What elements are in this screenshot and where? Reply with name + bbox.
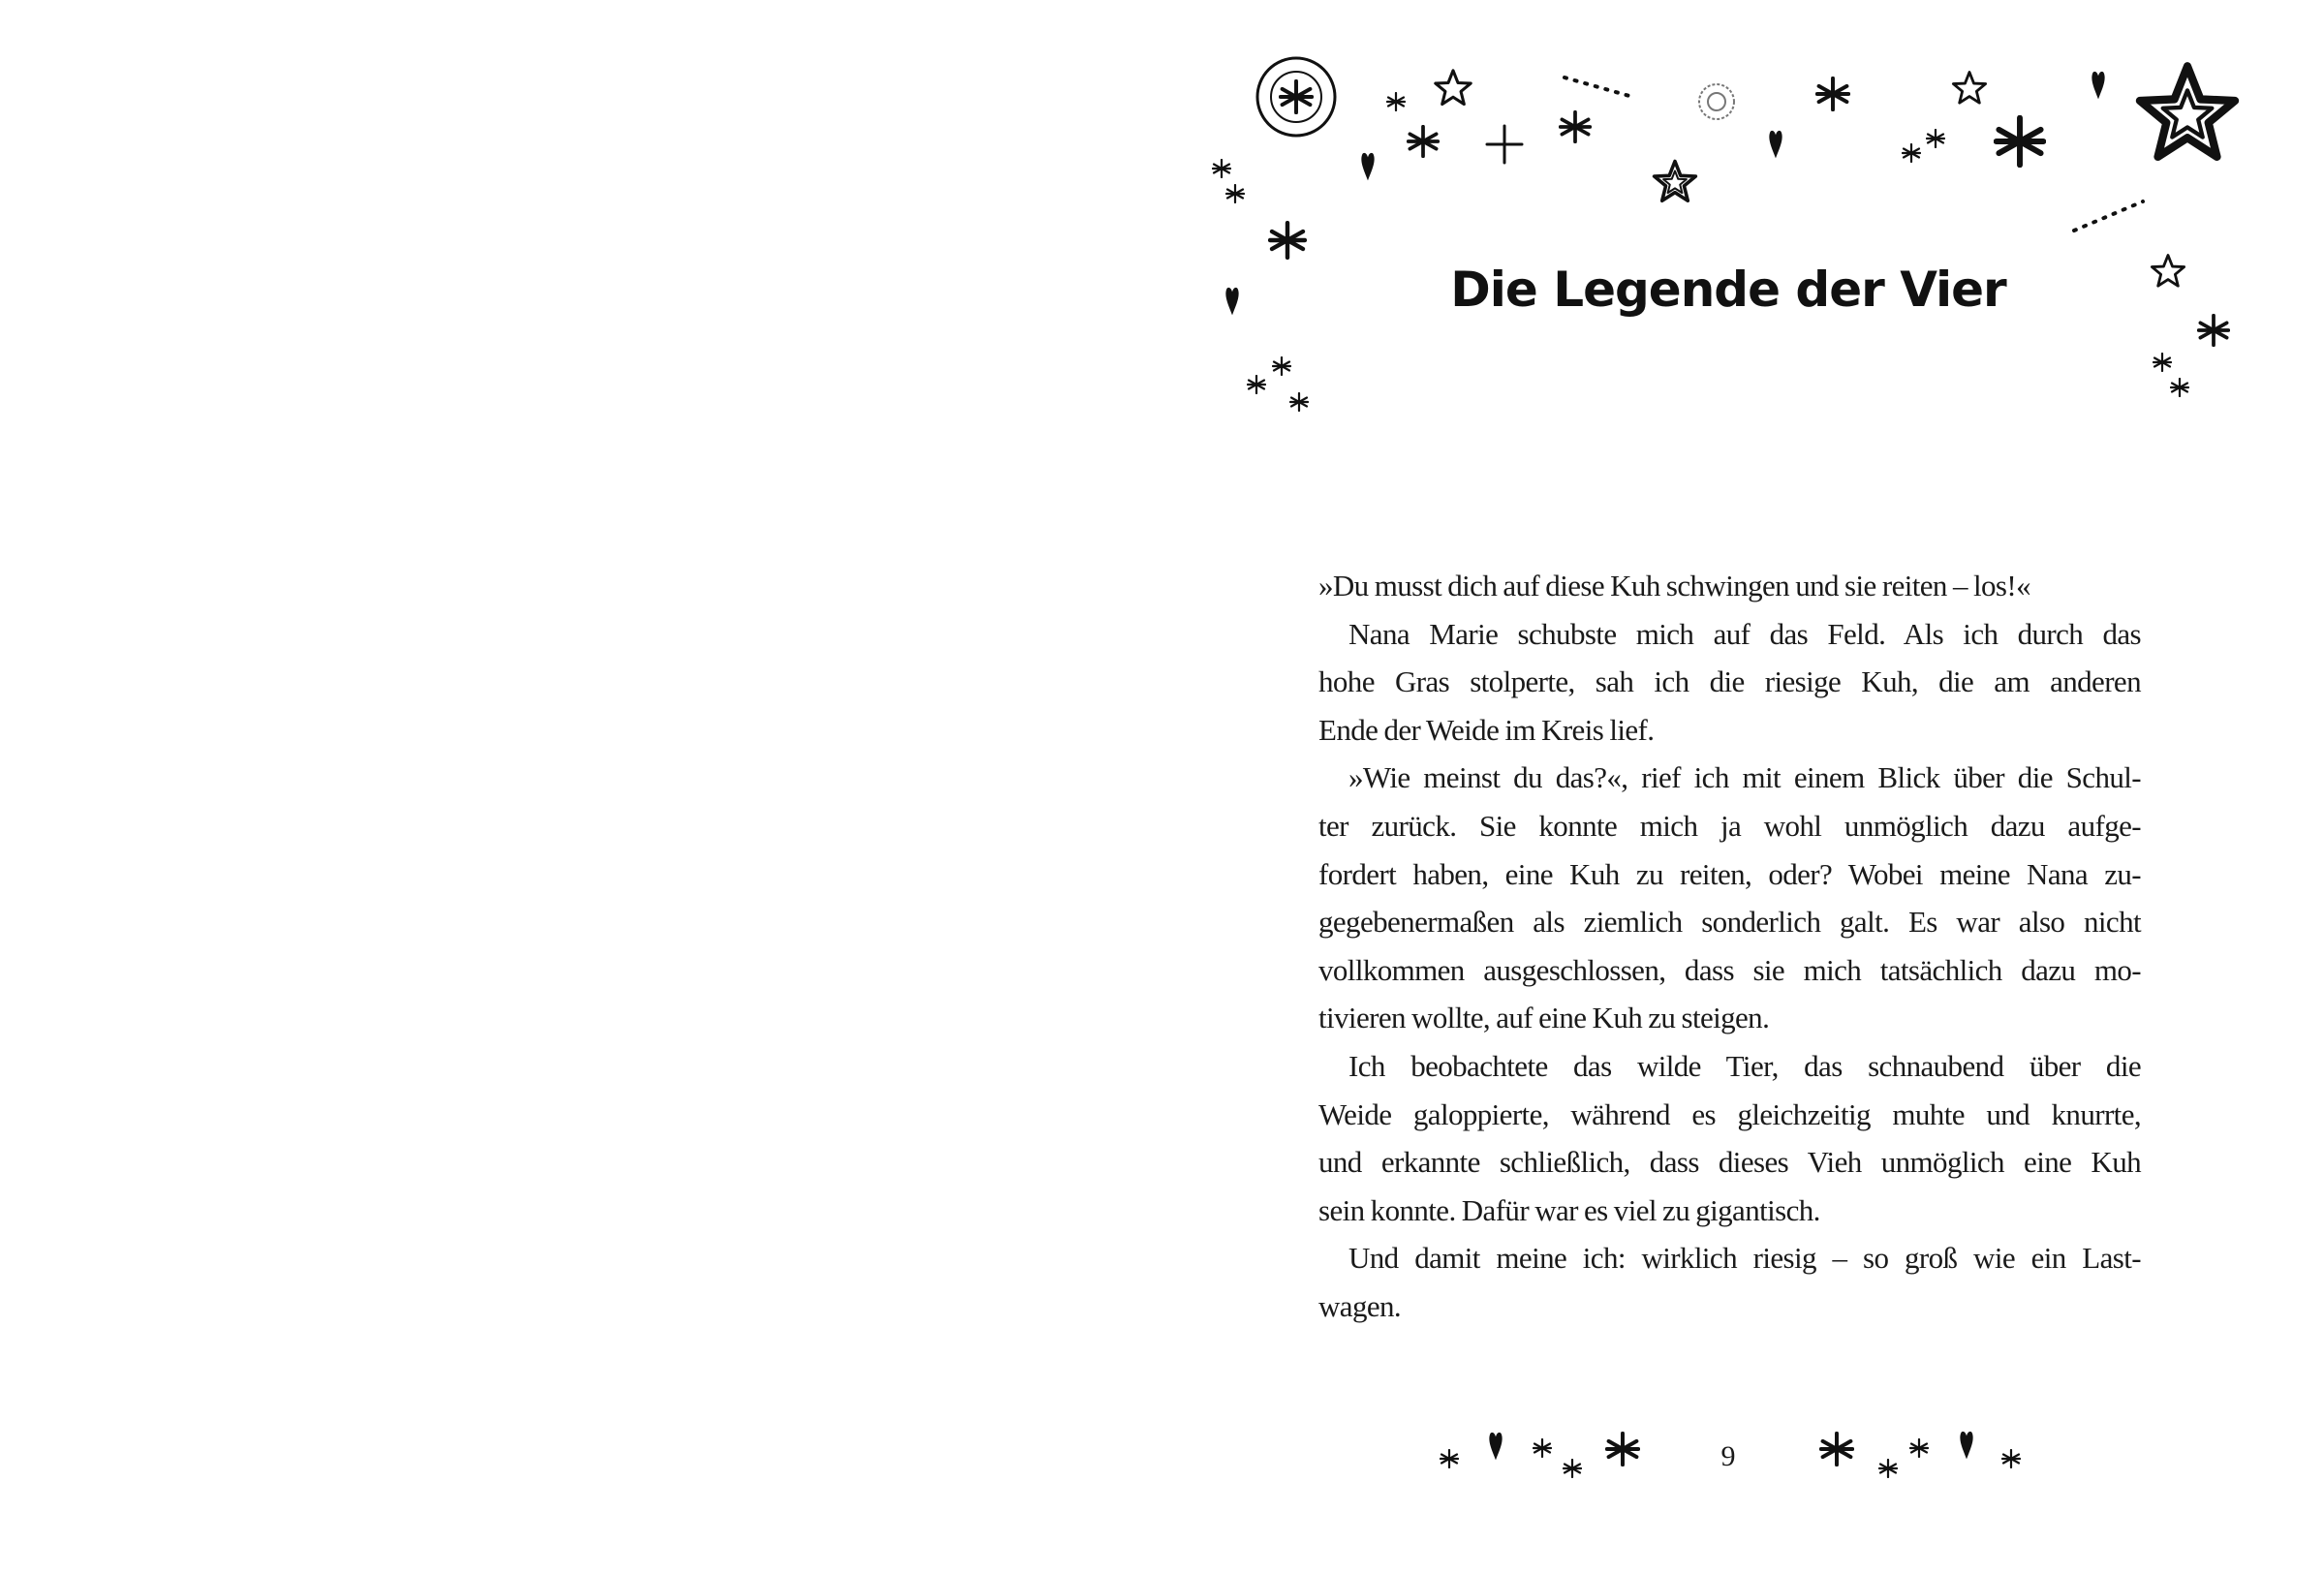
asterisk-icon (2199, 316, 2229, 346)
paragraph-line: fordert haben, eine Kuh zu reiten, oder? Wobei meine Nana zu- (1318, 856, 2141, 891)
asterisk-icon (1213, 160, 1230, 177)
heart-icon (1960, 1432, 1972, 1459)
big-star-icon (2140, 66, 2235, 157)
paragraph-line: und erkannte schließlich, dass dieses Vieh unmöglich eine Kuh (1318, 1145, 2141, 1180)
heart-icon (1489, 1433, 1502, 1460)
star-icon (1436, 71, 1471, 105)
asterisk-icon (1821, 1434, 1852, 1465)
asterisk-icon (1290, 393, 1308, 411)
asterisk-icon (1564, 1460, 1581, 1477)
asterisk-icon (1997, 118, 2044, 166)
spiral-doodle-icon (1699, 84, 1734, 119)
asterisk-icon (2171, 379, 2188, 396)
chapter-title: Die Legende der Vier (1450, 262, 2006, 318)
paragraph-line: Nana Marie schubste mich auf das Feld. Als ich durch das (1348, 616, 2141, 651)
asterisk-icon (1927, 130, 1944, 147)
paragraph-line: Ich beobachtete das wilde Tier, das schnaubend über die (1348, 1048, 2141, 1083)
asterisk-icon (1273, 357, 1290, 375)
asterisk-icon (1561, 112, 1591, 142)
paragraph-line: wagen. (1318, 1288, 1402, 1323)
paragraph-line: tivieren wollte, auf eine Kuh zu steigen. (1318, 1001, 1770, 1035)
chapter-body-text (1318, 562, 2141, 1331)
paragraph-line: Ende der Weide im Kreis lief. (1318, 712, 1655, 747)
asterisk-icon (1409, 127, 1439, 157)
dotted-line-icon (2074, 201, 2143, 231)
heart-icon (1225, 288, 1238, 315)
asterisk-icon (1607, 1434, 1638, 1465)
asterisk-icon (1903, 144, 1920, 162)
paragraph-line: sein konnte. Dafür war es viel zu gigantisch. (1318, 1192, 1820, 1227)
asterisk-icon (1817, 78, 1848, 109)
paragraph-line: Und damit meine ich: wirklich riesig – so groß wie ein Last- (1348, 1241, 2141, 1276)
asterisk-icon (1248, 376, 1265, 393)
asterisk-icon (2154, 354, 2171, 371)
paragraph-line: ter zurück. Sie konnte mich ja wohl unmöglich dazu aufge- (1318, 808, 2141, 843)
asterisk-icon (1226, 185, 1244, 202)
asterisk-icon (1441, 1450, 1458, 1467)
star-icon (1655, 162, 1696, 201)
paragraph-line: vollkommen ausgeschlossen, dass sie mich tatsächlich dazu mo- (1318, 952, 2141, 987)
asterisk-icon (1270, 223, 1305, 258)
star-icon (2152, 256, 2184, 287)
heart-icon (2092, 72, 2104, 99)
paragraph-line: Weide galoppierte, während es gleichzeitig muhte und knurrte, (1318, 1096, 2141, 1131)
cross-icon (1487, 126, 1522, 163)
asterisk-icon (2002, 1450, 2020, 1467)
star-icon (1953, 73, 1985, 104)
asterisk-icon (1910, 1439, 1928, 1457)
asterisk-icon (1534, 1439, 1551, 1457)
paragraph-line: »Du musst dich auf diese Kuh schwingen und sie reiten – los!« (1318, 569, 2031, 602)
heart-icon (1361, 153, 1374, 180)
dotted-line-icon (1565, 77, 1636, 98)
flower-doodle-icon (1257, 58, 1335, 136)
paragraph-line: hohe Gras stolperte, sah ich die riesige Kuh, die am anderen (1318, 664, 2141, 699)
page-number: 9 (1720, 1440, 1736, 1472)
heart-icon (1769, 131, 1782, 158)
asterisk-icon (1879, 1460, 1897, 1477)
asterisk-icon (1387, 93, 1405, 110)
paragraph-line: »Wie meinst du das?«, rief ich mit einem Blick über die Schul- (1348, 760, 2141, 795)
paragraph-line: gegebenermaßen als ziemlich sonderlich galt. Es war also nicht (1318, 905, 2141, 940)
